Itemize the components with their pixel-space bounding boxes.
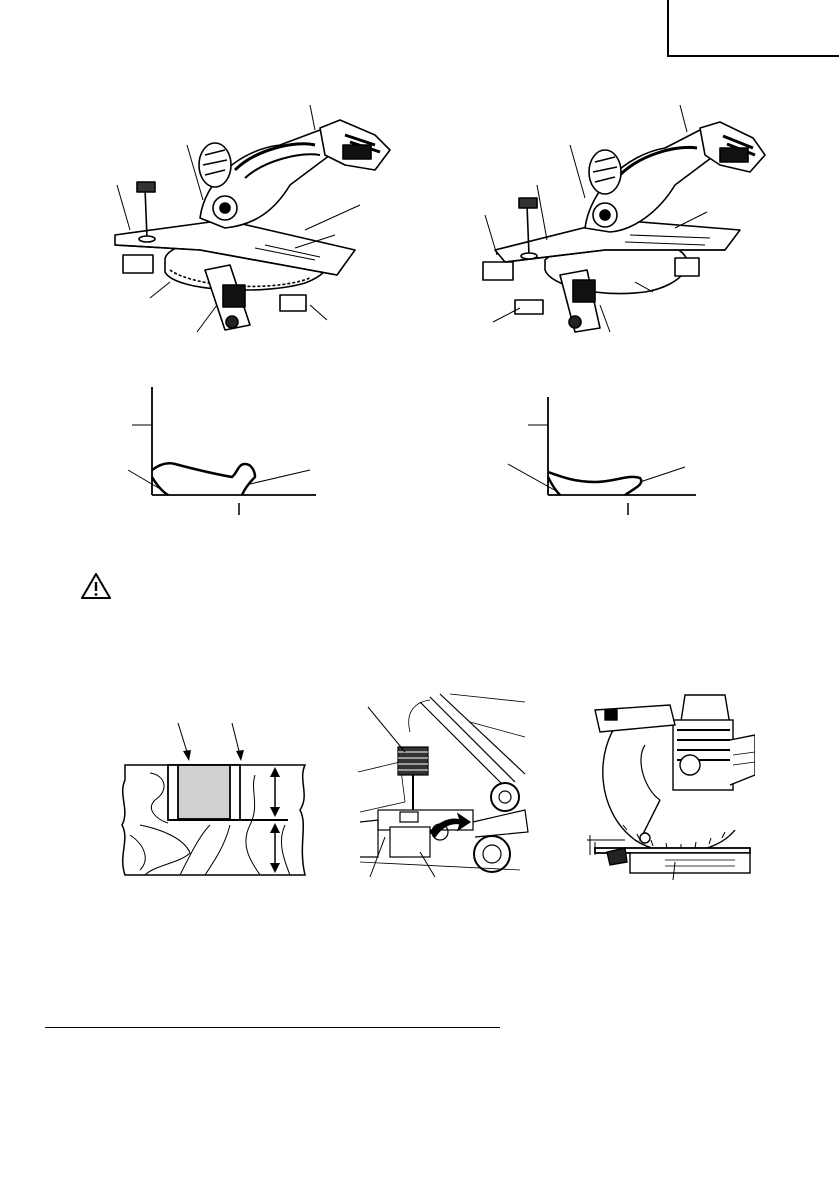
miter-saw-figure-left [105,100,405,340]
profile-diagram-left [120,382,325,517]
miter-saw-figure-right [475,100,775,340]
profile-diagram-right [500,392,705,517]
knob-detail-figure [350,692,530,882]
warning-triangle-icon [80,572,112,600]
wood-section-figure [110,715,315,880]
saw-side-view-figure [585,690,755,880]
page-number-tab [667,0,839,57]
footnote-divider [45,1027,500,1028]
